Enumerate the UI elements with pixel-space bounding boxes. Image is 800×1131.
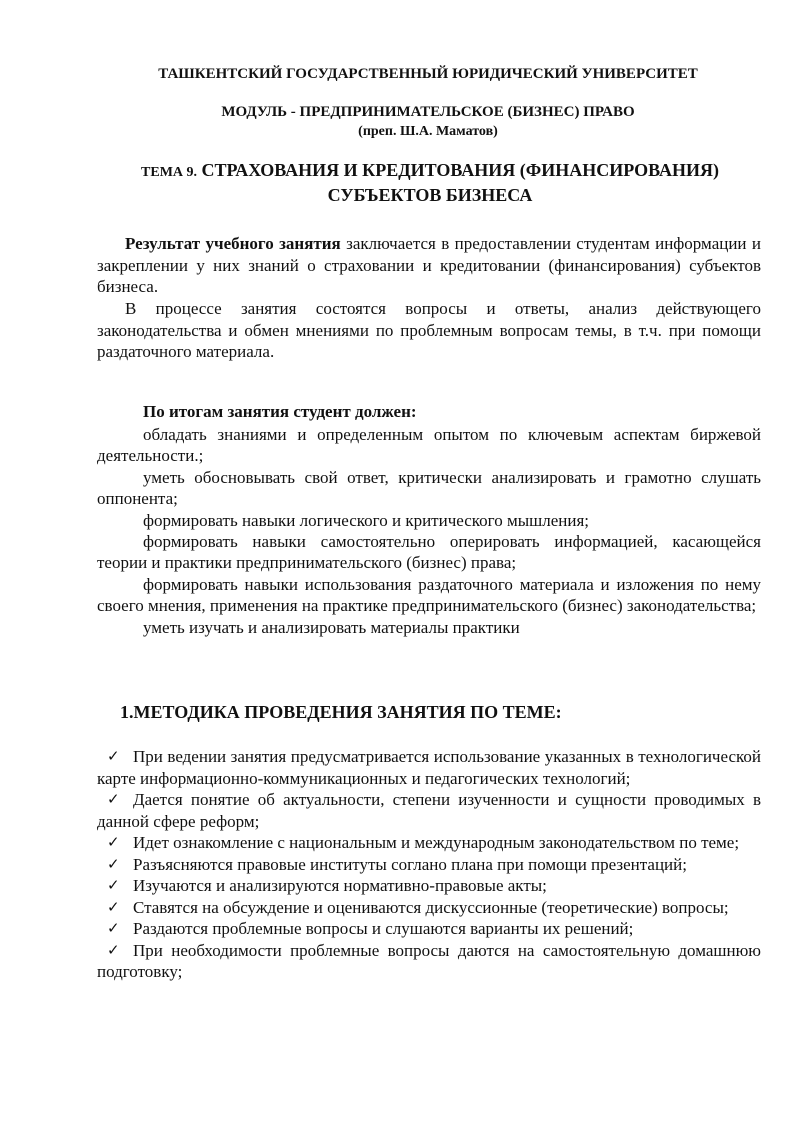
methodology-item — [97, 918, 761, 940]
checkmark-icon: ✓ — [107, 940, 120, 959]
methodology-item — [97, 832, 761, 854]
methodology-item-text: Изучаются и анализируются нормативно-правовые акты; — [133, 876, 547, 895]
topic-prefix: ТЕМА 9. — [141, 165, 198, 180]
checkmark-icon: ✓ — [107, 897, 120, 916]
outcome-item: уметь изучать и анализировать материалы практики — [143, 617, 520, 637]
process-paragraph: В процессе занятия состоятся вопросы и ответы, анализ действующего законодательства и обмен мнениями по проблемным вопросам темы, в т.ч. при помощи раздаточного материала. — [97, 299, 761, 362]
result-bold-label: Результат учебного занятия — [125, 234, 341, 253]
outcome-item: обладать знаниями и определенным опытом по ключевым аспектам биржевой деятельности.; — [97, 425, 761, 466]
outcome-item: формировать навыки логического и критического мышления; — [143, 510, 589, 530]
methodology-item-text: При необходимости проблемные вопросы даются на самостоятельную домашнюю подготовку; — [97, 940, 761, 981]
methodology-item — [97, 789, 761, 832]
outcomes-heading: По итогам занятия студент должен: — [143, 402, 417, 421]
module-title: МОДУЛЬ - ПРЕДПРИНИМАТЕЛЬСКОЕ (БИЗНЕС) ПРАВО — [221, 104, 635, 120]
checkmark-icon: ✓ — [107, 876, 120, 894]
methodology-title: 1.МЕТОДИКА ПРОВЕДЕНИЯ ЗАНЯТИЯ ПО ТЕМЕ: — [120, 702, 562, 722]
methodology-item-text: Раздаются проблемные вопросы и слушаются варианты их решений; — [133, 919, 634, 938]
checkmark-icon: ✓ — [107, 833, 120, 851]
methodology-item-text: Идет ознакомление с национальным и международным законодательством по теме; — [133, 833, 740, 852]
result-paragraph — [97, 233, 761, 298]
methodology-list — [97, 746, 761, 983]
university-name: ТАШКЕНТСКИЙ ГОСУДАРСТВЕННЫЙ ЮРИДИЧЕСКИЙ УНИВЕРСИТЕТ — [158, 66, 698, 82]
topic-line-1-text: СТРАХОВАНИЯ И КРЕДИТОВАНИЯ (ФИНАНСИРОВАНИЯ) — [197, 160, 719, 180]
teacher-name: (преп. Ш.А. Маматов) — [358, 124, 498, 139]
result-text: заключается в предоставлении студентам информации и закреплении у них знаний о страховании и кредитовании (финансирования) субъектов бизнеса. — [97, 234, 761, 297]
methodology-item — [97, 940, 761, 983]
methodology-item — [97, 854, 761, 876]
topic-title-line-2: СУБЪЕКТОВ БИЗНЕСА — [327, 185, 533, 205]
methodology-item — [97, 746, 761, 789]
methodology-item — [97, 875, 761, 897]
checkmark-icon: ✓ — [107, 919, 120, 937]
topic-title — [98, 159, 762, 207]
outcomes-list — [97, 424, 761, 638]
outcome-item: формировать навыки самостоятельно оперировать информацией, касающейся теории и практики предпринимательского (бизнес) права; — [97, 532, 761, 573]
checkmark-icon: ✓ — [107, 790, 120, 808]
methodology-item-text: Дается понятие об актуальности, степени изученности и сущности проводимых в данной сфере реформ; — [97, 790, 761, 831]
checkmark-icon: ✓ — [107, 854, 120, 873]
methodology-item-text: При ведении занятия предусматривается использование указанных в технологической карте информационно-коммуникационных и педагогических технологий; — [97, 747, 761, 788]
outcome-item: формировать навыки использования раздаточного материала и изложения по нему своего мнения, применения на практике предпринимательского (бизнес) законодательства; — [97, 574, 761, 616]
methodology-item — [97, 897, 761, 919]
outcome-item: уметь обосновывать свой ответ, критически анализировать и грамотно слушать оппонента; — [97, 467, 761, 509]
checkmark-icon: ✓ — [107, 747, 120, 765]
topic-title-line-1 — [98, 159, 762, 184]
methodology-item-text: Ставятся на обсуждение и оцениваются дискуссионные (теоретические) вопросы; — [133, 897, 729, 917]
methodology-item-text: Разъясняются правовые институты соглано плана при помощи презентаций; — [133, 854, 687, 874]
